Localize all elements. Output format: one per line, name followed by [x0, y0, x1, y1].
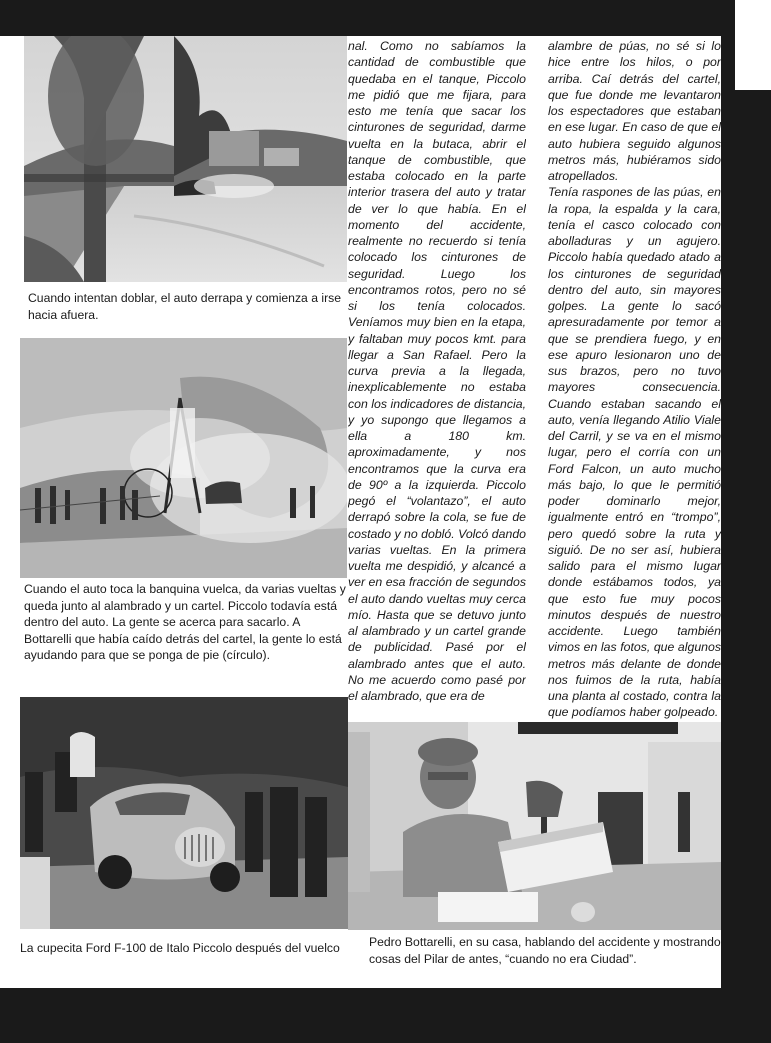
photo-crashed-coupe	[20, 697, 348, 929]
article-column-2-paragraph-2: Tenía raspones de las púas, en la ropa, la espalda y la cara, tenía el casco colocado con abolladuras y un agujero. Piccolo había quedado atado a los cinturones de seguridad dentro del auto, sin mayores golpes. La gente lo sacó apresuradamente por temor a que se prendiera fuego, y en ese apuro lesionaron uno de sus brazos, pero no tuvo mayores consecuencia. Cuando estaban sacando el auto, venía llegando Atilio Viale del Carril, y se va en el mismo lugar, pero el corría con un Ford Falcon, un auto mucho más bajo, lo que le permitió poder dominarlo mejor, igualmente entró en “trompo”, pero quedó sobre la ruta y siguió. De no ser así, hubiera salido para el mismo lugar donde estábamos todos, ya que esto fue muy pocos minutos después de nuestro accidente. Luego también vimos en las fotos, que algunos metros más delante de donde nos fuimos de la ruta, había una planta al costado, contra la que podíamos haber golpeado.	[548, 185, 721, 720]
photo-car-drifting	[24, 36, 347, 282]
article-column-1	[348, 38, 526, 720]
article-column-2-paragraph-1: alambre de púas, no sé si lo hice entre los hilos, o por arriba. Caí detrás del cartel, que fue donde me levantaron los espectadores que estaban en ese lugar. En caso de que el auto hubiera seguido algunos metros más, hubiéramos sido atropellados.	[548, 39, 721, 183]
article-column-1-text: nal. Como no sabíamos la cantidad de combustible que quedaba en el tanque, Piccolo me pidió que me fijara, para esto me tenía que sacar los cinturones de seguridad, darme vuelta en la butaca, abrir el tanque de combustible, que estaba colocado en la parte interior trasera del auto y tratar de ver lo que había. En el momento del accidente, realmente no recuerdo si tenía colocado los cinturones de seguridad. Luego los encontramos rotos, pero no sé si los tenía colocados. Veníamos muy bien en la etapa, y faltaban muy pocos kmt. para llegar a San Rafael. Pero la curva previa a la llegada, inexplicablemente no estaba con los indicadores de distancia, y yo supongo que llegamos a ella a 180 km. aproximadamente, y nos encontramos que la curva era de 90º a la izquierda. Piccolo pegó el “volantazo”, el auto derrapó sobre la cola, se fue de costado y no dobló. Volcó dando varias vueltas. En la primera vuelta me despidió, y alcancé a ver en esa fracción de segundos el auto dando vueltas muy cerca mío. Hasta que se detuvo junto al alambrado y un cartel grande de publicidad. Pasé por el alambrado antes que el auto. No me acuerdo como pasé por el alambrado, que era de	[348, 39, 526, 703]
right-border-notch	[735, 0, 771, 90]
caption-photo-3: La cupecita Ford F-100 de Italo Piccolo después del vuelco	[20, 941, 340, 955]
top-border	[0, 0, 771, 36]
right-border	[721, 0, 771, 1043]
caption-photo-1: Cuando intentan doblar, el auto derrapa y comienza a irse hacia afuera.	[28, 291, 342, 322]
photo-rollover-dust	[20, 338, 347, 578]
article-column-2	[548, 38, 721, 724]
caption-photo-2: Cuando el auto toca la banquina vuelca, da varias vueltas y queda junto al alambrado y un cartel. Piccolo todavía está dentro del auto. La gente se acerca para sacarlo. A Bottarelli que había caído detrás del cartel, la gente lo está ayudando para que se ponga de pie (círculo).	[24, 582, 346, 662]
caption-photo-4: Pedro Bottarelli, en su casa, hablando del accidente y mostrando cosas del Pilar de antes, “cuando no era Ciudad”.	[369, 935, 721, 966]
photo-bottarelli-home	[348, 722, 721, 930]
bottom-border	[0, 988, 771, 1043]
